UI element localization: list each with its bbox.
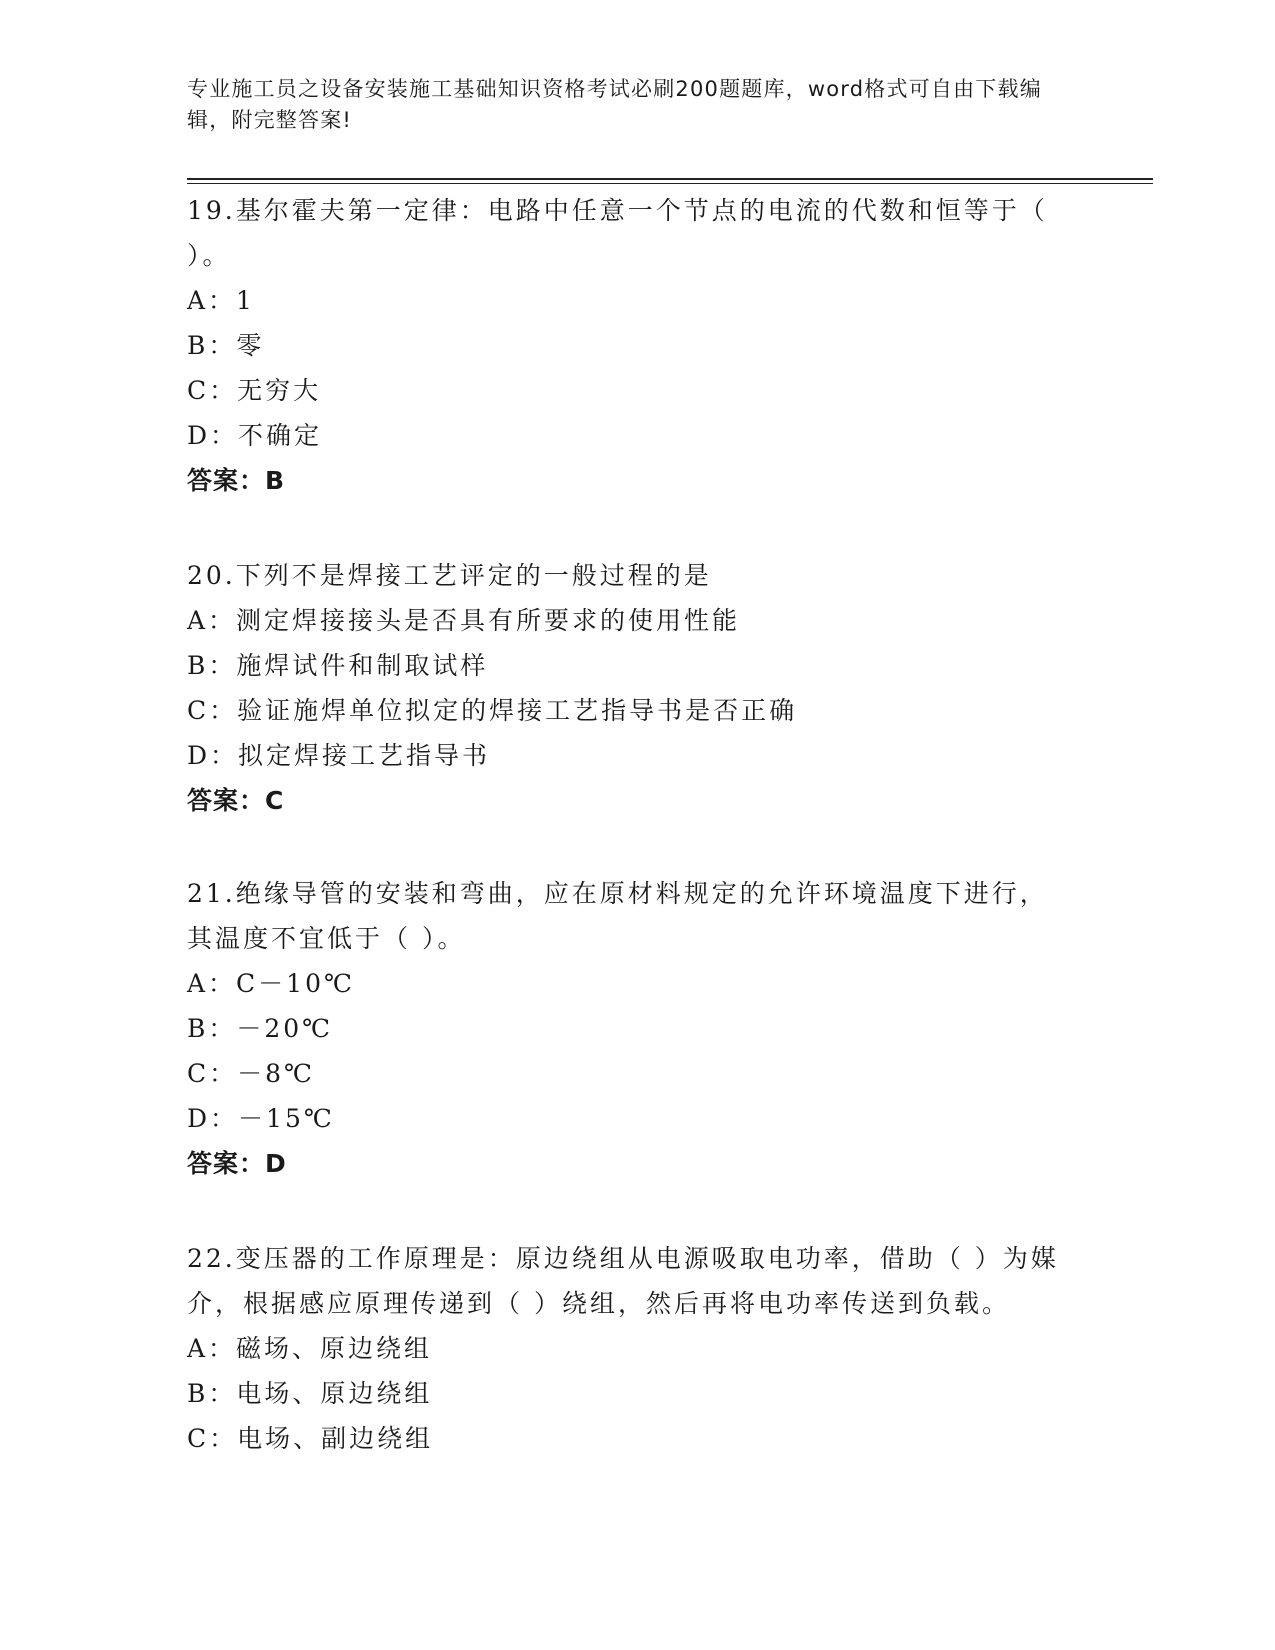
option-b: B：零 [187, 331, 265, 360]
option-a: A：测定焊接接头是否具有所要求的使用性能 [187, 606, 741, 635]
option-d: D：－15℃ [187, 1104, 335, 1133]
question-stem: 19.基尔霍夫第一定律：电路中任意一个节点的电流的代数和恒等于（ ）。 [187, 196, 1048, 270]
option-c: C：验证施焊单位拟定的焊接工艺指导书是否正确 [187, 696, 798, 725]
option-c: C：电场、副边绕组 [187, 1424, 434, 1453]
question-20 [187, 553, 1067, 823]
header-divider [187, 178, 1153, 180]
option-b: B：施焊试件和制取试样 [187, 651, 489, 680]
option-d: D：拟定焊接工艺指导书 [187, 741, 491, 770]
option-b: B：－20℃ [187, 1014, 334, 1043]
answer: 答案：C [187, 786, 285, 815]
header-divider-thin [187, 183, 1153, 184]
question-stem: 22.变压器的工作原理是：原边绕组从电源吸取电功率，借助（ ）为媒介，根据感应原理传递到（ ）绕组，然后再将电功率传送到负载。 [187, 1244, 1059, 1318]
option-c: C：无穷大 [187, 376, 322, 405]
option-c: C：－8℃ [187, 1059, 316, 1088]
question-stem: 21.绝缘导管的安装和弯曲，应在原材料规定的允许环境温度下进行，其温度不宜低于（ ）。 [187, 879, 1048, 953]
question-stem: 20.下列不是焊接工艺评定的一般过程的是 [187, 561, 712, 590]
option-a: A：磁场、原边绕组 [187, 1334, 433, 1363]
document-header: 专业施工员之设备安装施工基础知识资格考试必刷200题题库，word格式可自由下载编辑，附完整答案! [187, 77, 1042, 132]
option-b: B：电场、原边绕组 [187, 1379, 433, 1408]
option-a: A：1 [187, 286, 255, 315]
question-19 [187, 188, 1067, 503]
option-d: D：不确定 [187, 421, 323, 450]
question-21 [187, 871, 1067, 1186]
answer: 答案：D [187, 1149, 287, 1178]
question-22 [187, 1236, 1067, 1461]
answer: 答案：B [187, 466, 286, 495]
option-a: A：C－10℃ [187, 969, 355, 998]
